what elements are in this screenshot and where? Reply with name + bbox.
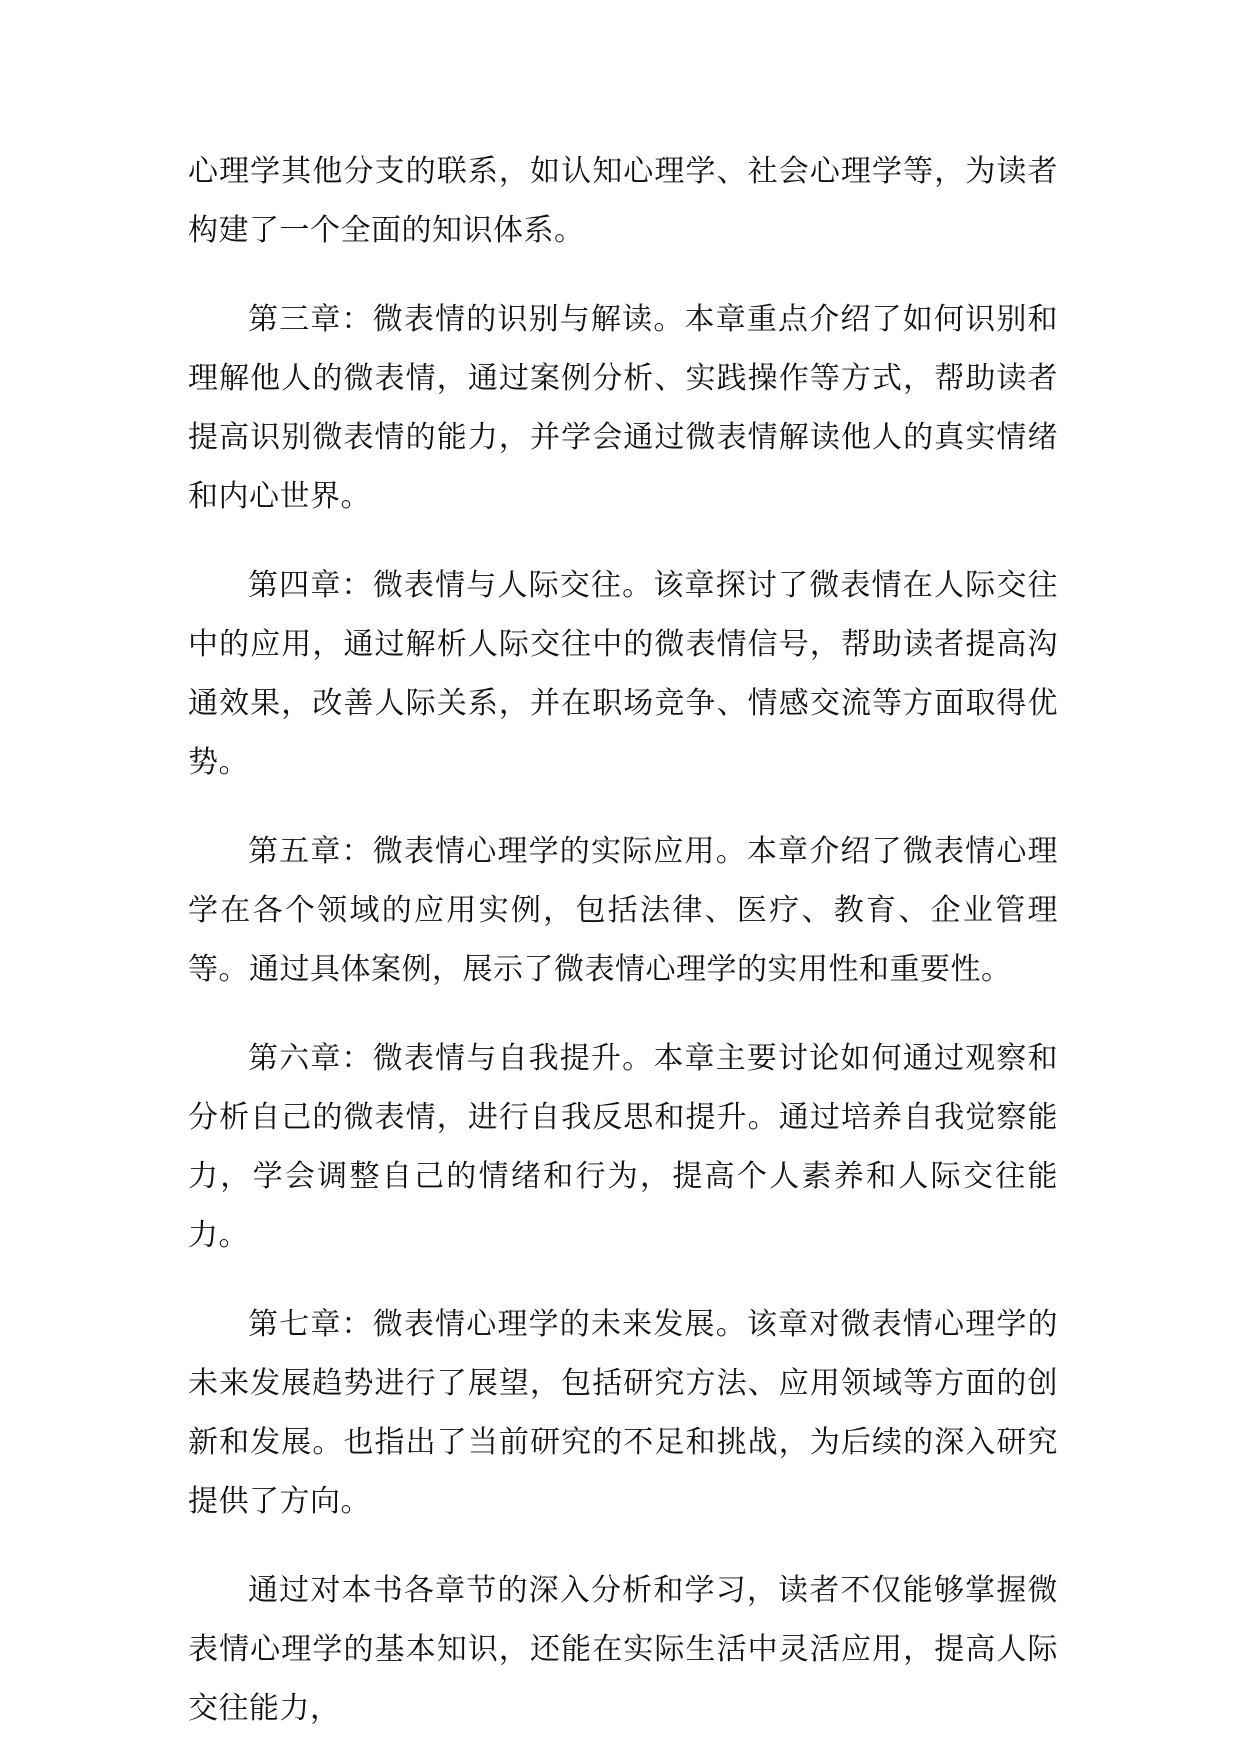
paragraph-continuation: 心理学其他分支的联系，如认知心理学、社会心理学等，为读者构建了一个全面的知识体系。 xyxy=(188,154,1058,248)
paragraph-summary: 通过对本书各章节的深入分析和学习，读者不仅能够掌握微表情心理学的基本知识，还能在实际生活中灵活应用，提高人际交往能力， xyxy=(188,1573,1058,1726)
paragraph-chapter-4: 第四章：微表情与人际交往。该章探讨了微表情在人际交往中的应用，通过解析人际交往中的微表情信号，帮助读者提高沟通效果，改善人际关系，并在职场竞争、情感交流等方面取得优势。 xyxy=(188,568,1058,780)
paragraph-chapter-6: 第六章：微表情与自我提升。本章主要讨论如何通过观察和分析自己的微表情，进行自我反思和提升。通过培养自我觉察能力，学会调整自己的情绪和行为，提高个人素养和人际交往能力。 xyxy=(188,1041,1058,1253)
body-text xyxy=(188,142,1058,1738)
paragraph-chapter-5: 第五章：微表情心理学的实际应用。本章介绍了微表情心理学在各个领域的应用实例，包括法律、医疗、教育、企业管理等。通过具体案例，展示了微表情心理学的实用性和重要性。 xyxy=(188,834,1058,987)
paragraph-chapter-3: 第三章：微表情的识别与解读。本章重点介绍了如何识别和理解他人的微表情，通过案例分析、实践操作等方式，帮助读者提高识别微表情的能力，并学会通过微表情解读他人的真实情绪和内心世界。 xyxy=(188,302,1058,514)
paragraph-chapter-7: 第七章：微表情心理学的未来发展。该章对微表情心理学的未来发展趋势进行了展望，包括研究方法、应用领域等方面的创新和发展。也指出了当前研究的不足和挑战，为后续的深入研究提供了方向。 xyxy=(188,1307,1058,1519)
